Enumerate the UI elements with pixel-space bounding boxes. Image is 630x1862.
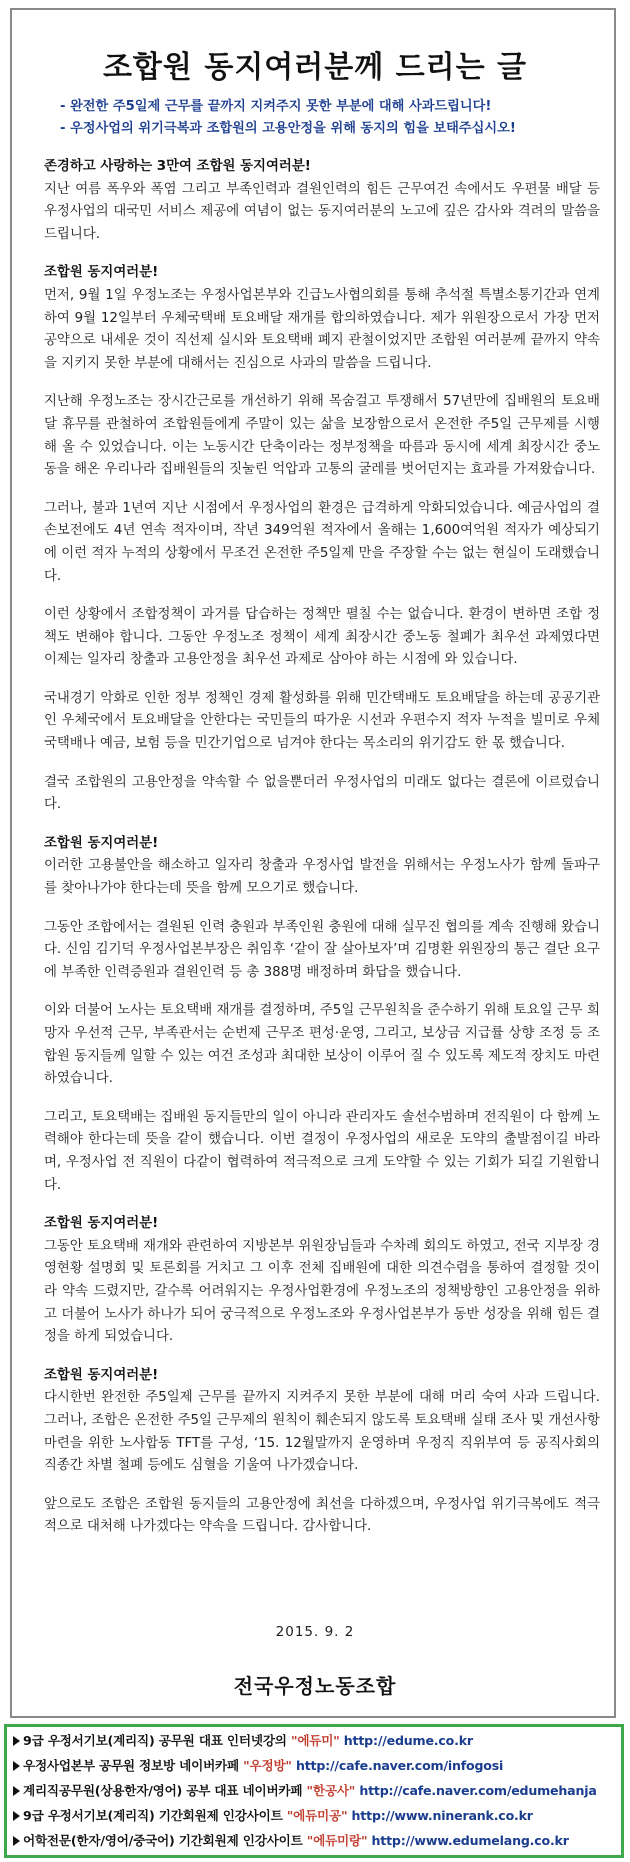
paragraph-heading: 조합원 동지여러분! — [44, 265, 159, 281]
paragraph-heading: 조합원 동지여러분! — [44, 835, 159, 851]
paragraph — [44, 917, 600, 985]
paragraph-text: 그러나, 불과 1년여 지난 시점에서 우정사업의 환경은 급격하게 악화되었습니다. 예금사업의 결손보전에도 4년 연속 적자이며, 작년 349억원 적자에서 올해는 1,600여억원 적자가 예상되기에 이런 적자 누적의 상황에서 무조건 온전한 주5일제 만을 주장할 수는 없는 현실이 도래했습니다. — [44, 500, 600, 584]
ad-brand: "한공사" — [306, 1783, 356, 1798]
ad-url[interactable]: http://www.ninerank.co.kr — [347, 1808, 533, 1823]
paragraph-text: 국내경기 악화로 인한 정부 정책인 경제 활성화를 위해 민간택배도 토요배달을 하는데 공공기관인 우체국에서 토요배달을 안한다는 국민들의 따가운 시선과 우편수지 적자 누적을 빌미로 우체국택배나 예금, 보험 등을 민간기업으로 넘겨야 한다는 목소리의 위기감도 한 몫 했습니다. — [44, 690, 600, 752]
triangle-bullet-icon — [13, 1836, 20, 1846]
subtitle-list — [60, 96, 600, 140]
ad-brand: "에듀미공" — [286, 1808, 348, 1823]
paragraph — [44, 156, 600, 246]
ad-brand: "에듀미랑" — [306, 1833, 368, 1848]
paragraph — [44, 1365, 600, 1478]
ad-text: 어학전문(한자/영어/중국어) 기간회원제 인강사이트 — [23, 1833, 307, 1848]
letter-body — [44, 156, 600, 1555]
paragraph — [44, 604, 600, 672]
paragraph — [44, 1213, 600, 1349]
paragraph-text: 이러한 고용불안을 해소하고 일자리 창출과 우정사업 발전을 위해서는 우정노사가 함께 돌파구를 찾아나가야 한다는데 뜻을 함께 모으기로 했습니다. — [44, 858, 600, 897]
ad-link-hangongsa[interactable] — [13, 1779, 597, 1803]
letter-title: 조합원 동지여러분께 드리는 글 — [102, 50, 528, 85]
ad-url[interactable]: http://www.edumelang.co.kr — [367, 1833, 569, 1848]
ad-text: 계리직공무원(상용한자/영어) 공부 대표 네이버카페 — [23, 1783, 307, 1798]
paragraph-heading: 조합원 동지여러분! — [44, 1367, 159, 1383]
paragraph — [44, 1107, 600, 1197]
paragraph-text: 그리고, 토요택배는 집배원 동지들만의 일이 아니라 관리자도 솔선수범하며 전직원이 다 함께 노력해야 한다는데 뜻을 같이 했습니다. 이번 결정이 우정사업의 새로운 도약의 출발점이길 바라며, 우정사업 전 직원이 다같이 협력하여 적극적으로 크게 도약할 수 있는 기회가 되길 기원합니다. — [44, 1109, 600, 1193]
paragraph-text: 그동안 토요택배 재개와 관련하여 지방본부 위원장님들과 수차례 회의도 하였고, 전국 지부장 경영현황 설명회 및 토론회를 거치고 그 이후 전체 집배원에 대한 의견수렴을 통하여 결정할 것이라 약속 드렸지만, 갈수록 어려워지는 우정사업환경에 우정노조의 정책방향인 고용안정을 위하고 더불어 노사가 하나가 되어 궁극적으로 우정노조와 우정사업본부가 동반 성장을 위해 힘든 결정을 하게 되었습니다. — [44, 1238, 600, 1345]
subtitle-appeal: - 우정사업의 위기극복과 조합원의 고용안정을 위해 동지의 힘을 보태주십시오! — [60, 121, 516, 136]
paragraph — [44, 498, 600, 588]
letter-panel — [10, 8, 616, 1718]
paragraph — [44, 1494, 600, 1539]
paragraph-text: 앞으로도 조합은 조합원 동지들의 고용안정에 최선을 다하겠으며, 우정사업 위기극복에도 적극적으로 대처해 나가겠다는 약속을 드립니다. 감사합니다. — [44, 1496, 600, 1535]
ad-links-box — [4, 1724, 624, 1858]
letter-signature: 전국우정노동조합 — [233, 1674, 397, 1698]
paragraph-text: 이런 상황에서 조합정책이 과거를 답습하는 정책만 펼칠 수는 없습니다. 환경이 변하면 조합 정책도 변해야 합니다. 그동안 우정노조 정책이 세계 최장시간 중노동 철폐가 최우선 과제였다면 이제는 일자리 창출과 고용안정을 최우선 과제로 삼아야 하는 시점에 와 있습니다. — [44, 607, 600, 668]
triangle-bullet-icon — [13, 1786, 20, 1796]
paragraph-heading: 존경하고 사랑하는 3만여 조합원 동지여러분! — [44, 159, 311, 174]
paragraph — [44, 262, 600, 375]
ad-link-edumegong[interactable] — [13, 1804, 533, 1828]
paragraph-text: 먼저, 9월 1일 우정노조는 우정사업본부와 긴급노사협의회를 통해 추석절 특별소통기간과 연계하여 9월 12일부터 우체국택배 토요배달 재개를 합의하였습니다. 제가 위원장으로서 가장 먼저 공약으로 내세운 것이 직선제 실시와 토요택배 폐지 관철이었지만 조합원 여러분께 끝까지 약속을 지키지 못한 부분에 대해서는 진심으로 사과의 말씀을 드립니다. — [44, 287, 600, 371]
ad-url[interactable]: http://cafe.naver.com/infogosi — [291, 1758, 504, 1773]
paragraph-text: 결국 조합원의 고용안정을 약속할 수 없을뿐더러 우정사업의 미래도 없다는 결론에 이르렀습니다. — [44, 774, 600, 813]
ad-link-ujeongbang[interactable] — [13, 1754, 503, 1778]
ad-text: 9급 우정서기보(계리직) 공무원 대표 인터넷강의 — [23, 1733, 291, 1748]
paragraph — [44, 1000, 600, 1090]
triangle-bullet-icon — [13, 1811, 20, 1821]
paragraph — [44, 772, 600, 817]
paragraph — [44, 833, 600, 901]
ad-url[interactable]: http://edume.co.kr — [339, 1733, 473, 1748]
triangle-bullet-icon — [13, 1736, 20, 1746]
paragraph — [44, 391, 600, 481]
paragraph-text: 이와 더불어 노사는 토요택배 재개를 결정하며, 주5일 근무원칙을 준수하기 위해 토요일 근무 희망자 우선적 근무, 부족관서는 순번제 근무조 편성·운영, 그리고, 보상금 지급률 상향 조정 등 조합원 동지들께 일할 수 있는 여건 조성과 최대한 보상이 이루어 질 수 있도록 제도적 장치도 마련하였습니다. — [44, 1003, 600, 1087]
ad-text: 9급 우정서기보(계리직) 기간회원제 인강사이트 — [23, 1808, 287, 1823]
ad-brand: "우정방" — [243, 1758, 292, 1773]
ad-brand: "에듀미" — [290, 1733, 340, 1748]
ad-url[interactable]: http://cafe.naver.com/edumehanja — [355, 1783, 597, 1798]
paragraph-text: 다시한번 완전한 주5일제 근무를 끝까지 지켜주지 못한 부분에 대해 머리 숙여 사과 드립니다. 그러나, 조합은 온전한 주5일 근무제의 원칙이 훼손되지 않도록 토요택배 실태 조사 및 개선사항 마련을 위한 노사합동 TFT를 구성, ‘15. 12월말까지 운영하며 우정직 직위부여 등 공직사회의 직종간 차별 철폐 등에도 심혈을 기울여 나가겠습니다. — [44, 1390, 600, 1474]
ad-text: 우정사업본부 공무원 정보방 네이버카페 — [23, 1758, 244, 1773]
ad-link-edumelang[interactable] — [13, 1829, 569, 1853]
paragraph-text: 지난 여름 폭우와 폭염 그리고 부족인력과 결원인력의 힘든 근무여건 속에서도 우편물 배달 등 우정사업의 대국민 서비스 제공에 여념이 없는 동지여러분의 노고에 깊은 감사와 격려의 말씀을 드립니다. — [44, 181, 600, 242]
paragraph — [44, 688, 600, 756]
triangle-bullet-icon — [13, 1761, 20, 1771]
paragraph-text: 지난해 우정노조는 장시간근로를 개선하기 위해 목숨걸고 투쟁해서 57년만에 집배원의 토요배달 휴무를 관철하여 조합원들에게 주말이 있는 삶을 보장함으로서 온전한 주5일 근무제를 시행해 올 수 있었습니다. 이는 노동시간 단축이라는 정부정책을 따름과 동시에 세계 최장시간 중노동을 해온 우리나라 집배원들의 짓눌린 억압과 고통의 굴레를 벗어던지는 효과를 가져왔습니다. — [44, 394, 600, 478]
paragraph-heading: 조합원 동지여러분! — [44, 1216, 159, 1232]
letter-date: 2015. 9. 2 — [275, 1624, 355, 1640]
ad-link-edume[interactable] — [13, 1729, 473, 1753]
subtitle-apology: - 완전한 주5일제 근무를 끝까지 지켜주지 못한 부분에 대해 사과드립니다! — [60, 99, 492, 114]
paragraph-text: 그동안 조합에서는 결원된 인력 충원과 부족인원 충원에 대해 실무진 협의를 계속 진행해 왔습니다. 신임 김기덕 우정사업본부장은 취임후 ‘같이 잘 살아보자’며 김명환 위원장의 통근 결단 요구에 부족한 인력증원과 결원인력 등 총 388명 배정하며 화답을 했습니다. — [44, 919, 600, 980]
